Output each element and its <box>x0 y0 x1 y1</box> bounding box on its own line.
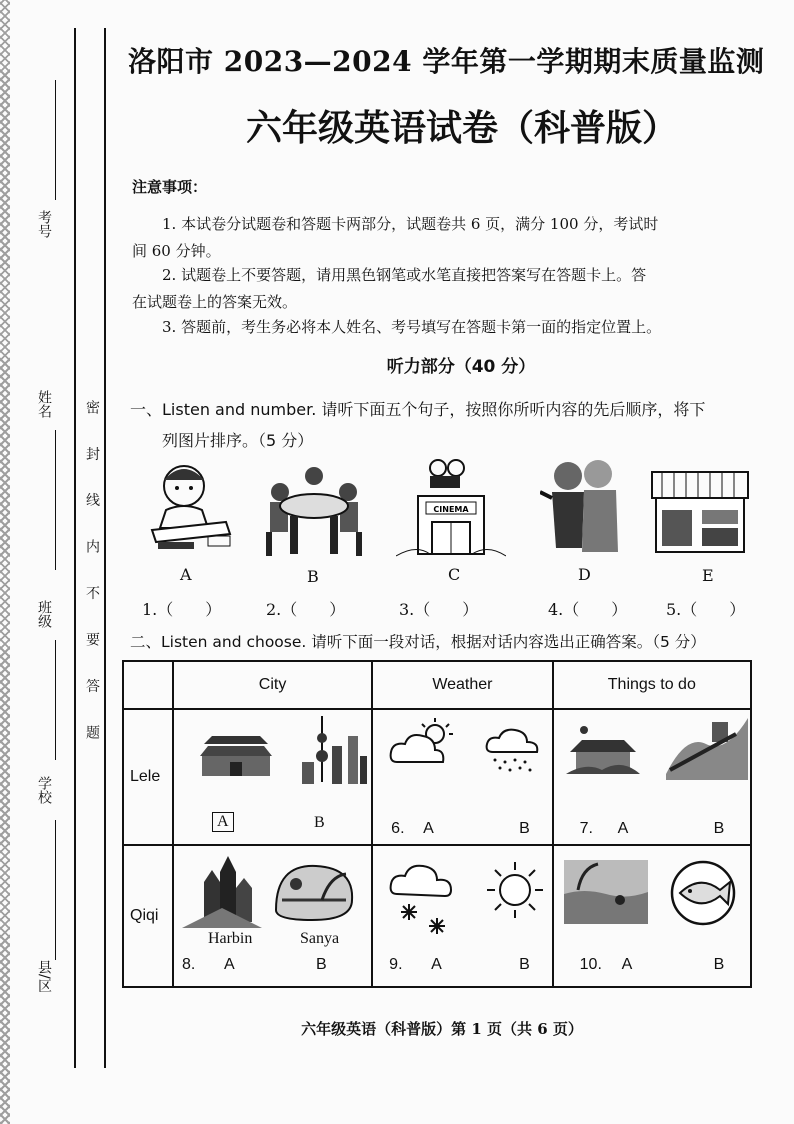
exam-subtitle: 六年级英语试卷（科普版） <box>245 107 678 149</box>
fish-image <box>668 860 738 926</box>
palace-image <box>566 722 640 776</box>
binding-line-outer <box>74 28 76 1068</box>
q10-number: 10. <box>579 956 602 973</box>
picture-label-b: B <box>307 567 319 586</box>
lele-weather-cell <box>372 709 552 845</box>
name-label: 姓名 <box>36 390 52 418</box>
q8-option-a[interactable]: A <box>223 956 235 973</box>
name-blank[interactable] <box>55 430 56 570</box>
picture-label-d: D <box>578 565 591 584</box>
notice-item-1b: 间 60 分钟。 <box>132 242 221 260</box>
exam-title: 洛阳市 2023—2024 学年第一学期期末质量监测 <box>128 45 765 78</box>
q6-number: 6. <box>391 820 405 837</box>
q10-option-a[interactable]: A <box>621 956 633 973</box>
row-name-lele: Lele <box>123 709 173 845</box>
family-dinner-image <box>262 462 366 558</box>
grandparents-image <box>540 456 624 558</box>
lele-things-cell <box>553 709 751 845</box>
row-name-qiqi: Qiqi <box>123 845 173 987</box>
school-blank[interactable] <box>55 820 56 960</box>
cloudy-sun-icon <box>389 718 459 770</box>
header-empty-cell <box>123 661 173 709</box>
q6-option-b[interactable]: B <box>519 820 530 837</box>
tiananmen-image <box>194 726 278 778</box>
q9-number: 9. <box>389 956 403 973</box>
page-footer: 六年级英语（科普版）第 1 页（共 6 页） <box>301 1020 583 1038</box>
qiqi-city-cell <box>173 845 372 987</box>
shop-image <box>650 470 750 554</box>
beach-swimming-image <box>564 860 648 924</box>
notice-item-2b: 在试题卷上的答案无效。 <box>132 293 298 311</box>
lele-city-answer-a-boxed: A <box>212 812 234 832</box>
boy-writing-image <box>146 458 238 554</box>
q8-option-b[interactable]: B <box>315 956 327 973</box>
answer-slot-1[interactable]: 1.（ ） <box>142 600 222 619</box>
notice-item-1a: 1. 本试卷分试题卷和答题卡两部分，试题卷共 6 页，满分 100 分，考试时 <box>162 215 659 233</box>
great-wall-image <box>666 714 748 780</box>
header-things-to-do: Things to do <box>553 661 751 709</box>
q9-option-b[interactable]: B <box>519 956 530 973</box>
picture-label-e: E <box>702 566 714 585</box>
sanya-beach-image <box>272 860 356 924</box>
answer-slot-3[interactable]: 3.（ ） <box>399 600 479 619</box>
q6-option-a[interactable]: A <box>423 820 434 837</box>
notice-item-2a: 2. 试题卷上不要答题，请用黑色钢笔或水笔直接把答案写在答题卡上。答 <box>162 266 647 284</box>
listening-title: 听力部分（40 分） <box>386 357 536 377</box>
cinema-sign-text: CINEMA <box>433 505 469 514</box>
seal-notice: 密 封 线 内 不 要 答 题 <box>84 400 100 754</box>
part2-instruction: 二、Listen and choose. 请听下面一段对话，根据对话内容选出正确答案。（5 分） <box>130 633 706 651</box>
q9-option-a[interactable]: A <box>431 956 442 973</box>
binding-edge <box>0 0 10 1124</box>
district-label: 县/区 <box>36 960 52 993</box>
class-label: 班级 <box>36 600 52 628</box>
part1-instruction-line2: 列图片排序。（5 分） <box>162 431 314 450</box>
rain-icon <box>485 724 545 776</box>
qiqi-things-cell <box>553 845 751 987</box>
binding-line-inner <box>104 28 106 1068</box>
header-weather: Weather <box>372 661 552 709</box>
header-city: City <box>173 661 372 709</box>
q10-option-b[interactable]: B <box>713 956 725 973</box>
lele-city-cell <box>173 709 372 845</box>
class-blank[interactable] <box>55 640 56 760</box>
notice-item-3: 3. 答题前，考生务必将本人姓名、考号填写在答题卡第一面的指定位置上。 <box>162 318 662 336</box>
qiqi-weather-cell <box>372 845 552 987</box>
school-label: 学校 <box>36 776 52 804</box>
exam-no-label: 考号 <box>36 210 52 238</box>
snow-icon <box>389 862 465 938</box>
harbin-church-image <box>182 852 262 928</box>
q7-option-a[interactable]: A <box>617 820 629 837</box>
answer-slot-4[interactable]: 4.（ ） <box>548 600 628 619</box>
answer-slot-2[interactable]: 2.（ ） <box>266 600 346 619</box>
notice-heading: 注意事项： <box>132 178 208 196</box>
q8-number: 8. <box>181 956 196 973</box>
picture-label-a: A <box>180 565 192 584</box>
answer-slot-5[interactable]: 5.（ ） <box>666 600 746 619</box>
q7-number: 7. <box>579 820 593 837</box>
sanya-caption: Sanya <box>299 930 340 947</box>
q7-option-b[interactable]: B <box>713 820 725 837</box>
part1-instruction-line1: 一、Listen and number. 请听下面五个句子，按照你所听内容的先后顺序，将下 <box>130 400 706 419</box>
shanghai-skyline-image <box>298 716 368 786</box>
cinema-image <box>396 458 506 558</box>
picture-label-c: C <box>448 565 461 584</box>
dialogue-table <box>122 660 752 988</box>
harbin-caption: Harbin <box>207 930 253 947</box>
lele-city-option-b: B <box>313 814 325 831</box>
sunny-icon <box>485 860 545 920</box>
